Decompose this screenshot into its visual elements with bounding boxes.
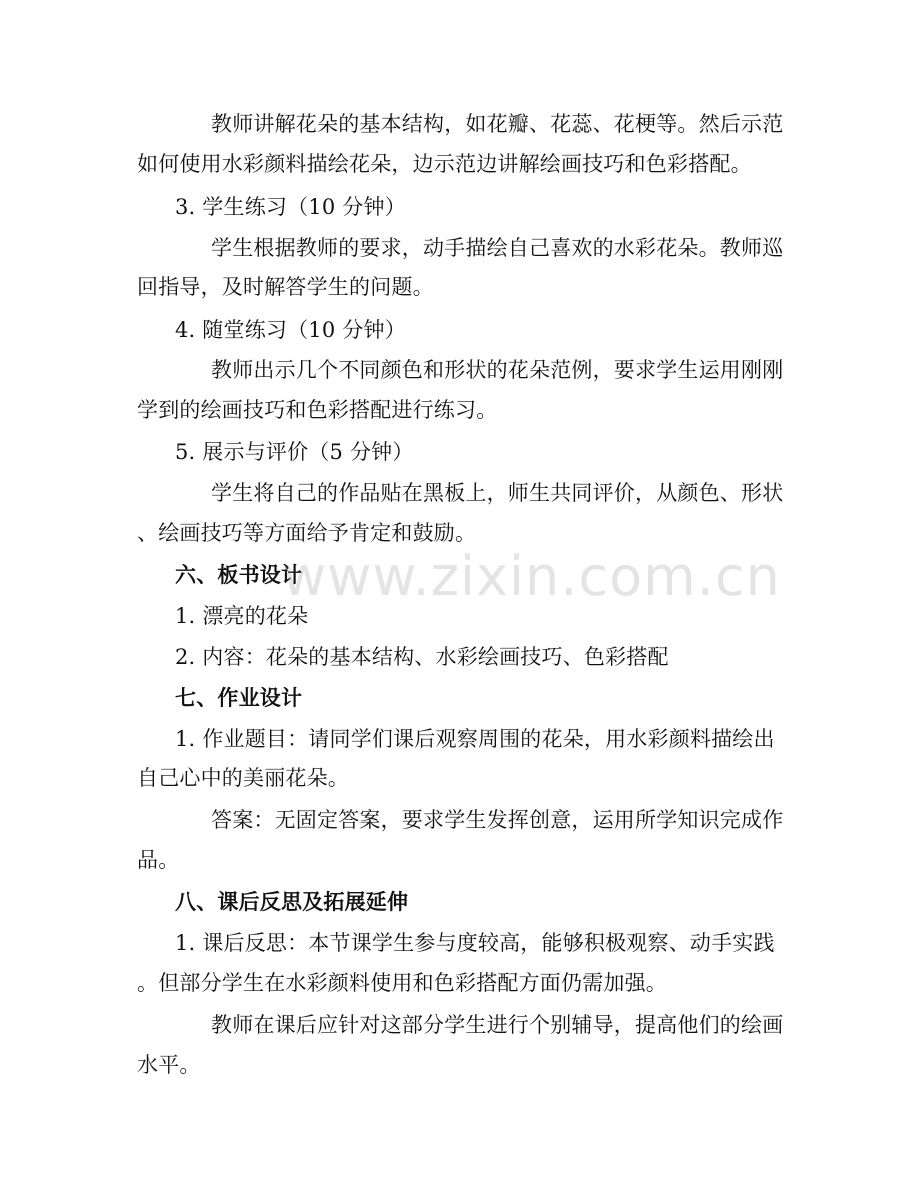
paragraph-line: 如何使用水彩颜料描绘花朵，边示范边讲解绘画技巧和色彩搭配。 [137,152,752,176]
paragraph-line: 学到的绘画技巧和色彩搭配进行练习。 [137,398,498,422]
paragraph-line: 学生根据教师的要求，动手描绘自己喜欢的水彩花朵。教师巡 [211,236,784,260]
list-item: 5. 展示与评价（5 分钟） [175,440,414,464]
section-heading: 七、作业设计 [175,686,303,710]
section-heading: 六、板书设计 [175,563,303,587]
paragraph-line: 、绘画技巧等方面给予肯定和鼓励。 [137,521,477,545]
paragraph-line: 教师在课后应针对这部分学生进行个别辅导，提高他们的绘画 [211,1013,784,1037]
paragraph-line: 品。 [137,848,180,872]
section-heading: 八、课后反思及拓展延伸 [175,890,409,914]
list-item: 4. 随堂练习（10 分钟） [175,318,406,342]
paragraph-line: 学生将自己的作品贴在黑板上，师生共同评价，从颜色、形状 [211,481,784,505]
paragraph-line: 答案：无固定答案，要求学生发挥创意，运用所学知识完成作 [211,808,784,832]
list-item: 1. 作业题目：请同学们课后观察周围的花朵，用水彩颜料描绘出 [175,727,775,751]
list-item: 1. 课后反思：本节课学生参与度较高，能够积极观察、动手实践 [175,931,775,955]
watermark: www.zixin.com.cn [282,545,781,608]
list-item: 3. 学生练习（10 分钟） [175,195,406,219]
paragraph-line: 水平。 [137,1053,201,1077]
paragraph-line: 回指导，及时解答学生的问题。 [137,275,434,299]
list-item: 2. 内容：花朵的基本结构、水彩绘画技巧、色彩搭配 [175,645,669,669]
paragraph-line: 自己心中的美丽花朵。 [137,766,349,790]
paragraph-line: 。但部分学生在水彩颜料使用和色彩搭配方面仍需加强。 [137,971,667,995]
list-item: 1. 漂亮的花朵 [175,604,309,628]
paragraph-line: 教师讲解花朵的基本结构，如花瓣、花蕊、花梗等。然后示范 [211,112,784,136]
paragraph-line: 教师出示几个不同颜色和形状的花朵范例，要求学生运用刚刚 [211,358,784,382]
